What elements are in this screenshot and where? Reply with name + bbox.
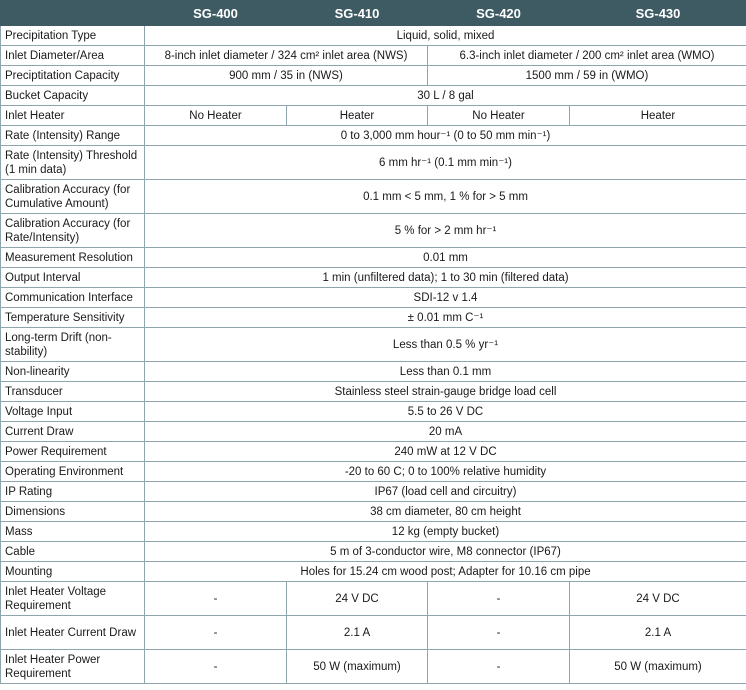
- header-model-sg-400: SG-400: [145, 1, 287, 26]
- table-row: [1, 650, 746, 684]
- row-value: 30 L / 8 gal: [145, 86, 746, 106]
- table-row: [1, 248, 746, 268]
- row-label: Measurement Resolution: [1, 248, 145, 268]
- row-value: 900 mm / 35 in (NWS): [145, 66, 428, 86]
- row-value: 12 kg (empty bucket): [145, 522, 746, 542]
- spec-table-body: [1, 26, 746, 684]
- row-value: Heater: [570, 106, 746, 126]
- row-label: Dimensions: [1, 502, 145, 522]
- row-value: 1 min (unfiltered data); 1 to 30 min (filtered data): [145, 268, 746, 288]
- table-row: [1, 482, 746, 502]
- row-value: 24 V DC: [570, 582, 746, 616]
- table-row: [1, 66, 746, 86]
- row-value: ± 0.01 mm C⁻¹: [145, 308, 746, 328]
- row-value: 5 m of 3-conductor wire, M8 connector (IP67): [145, 542, 746, 562]
- row-label: Inlet Heater Voltage Requirement: [1, 582, 145, 616]
- table-row: [1, 46, 746, 66]
- table-row: [1, 402, 746, 422]
- row-label: IP Rating: [1, 482, 145, 502]
- table-row: [1, 422, 746, 442]
- row-value: -: [428, 616, 570, 650]
- table-row: [1, 616, 746, 650]
- row-value: 6 mm hr⁻¹ (0.1 mm min⁻¹): [145, 146, 746, 180]
- table-row: [1, 180, 746, 214]
- row-value: Less than 0.1 mm: [145, 362, 746, 382]
- table-row: [1, 146, 746, 180]
- row-value: Liquid, solid, mixed: [145, 26, 746, 46]
- row-label: Calibration Accuracy (for Rate/Intensity): [1, 214, 145, 248]
- row-label: Mounting: [1, 562, 145, 582]
- row-value: IP67 (load cell and circuitry): [145, 482, 746, 502]
- row-value: 0 to 3,000 mm hour⁻¹ (0 to 50 mm min⁻¹): [145, 126, 746, 146]
- table-row: [1, 26, 746, 46]
- row-label: Power Requirement: [1, 442, 145, 462]
- row-label: Bucket Capacity: [1, 86, 145, 106]
- row-value: -: [145, 582, 287, 616]
- table-row: [1, 328, 746, 362]
- row-value: -: [145, 616, 287, 650]
- row-label: Cable: [1, 542, 145, 562]
- row-label: Rate (Intensity) Range: [1, 126, 145, 146]
- row-value: -20 to 60 C; 0 to 100% relative humidity: [145, 462, 746, 482]
- table-row: [1, 502, 746, 522]
- row-label: Inlet Heater Current Draw: [1, 616, 145, 650]
- row-value: Less than 0.5 % yr⁻¹: [145, 328, 746, 362]
- row-label: Voltage Input: [1, 402, 145, 422]
- row-value: 38 cm diameter, 80 cm height: [145, 502, 746, 522]
- table-row: [1, 126, 746, 146]
- row-label: Mass: [1, 522, 145, 542]
- row-value: 50 W (maximum): [570, 650, 746, 684]
- row-value: No Heater: [428, 106, 570, 126]
- table-row: [1, 308, 746, 328]
- row-value: Stainless steel strain-gauge bridge load cell: [145, 382, 746, 402]
- header-model-sg-420: SG-420: [428, 1, 570, 26]
- table-row: [1, 442, 746, 462]
- table-row: [1, 462, 746, 482]
- row-value: 6.3-inch inlet diameter / 200 cm² inlet area (WMO): [428, 46, 746, 66]
- row-label: Current Draw: [1, 422, 145, 442]
- row-value: 1500 mm / 59 in (WMO): [428, 66, 746, 86]
- row-label: Inlet Diameter/Area: [1, 46, 145, 66]
- row-value: 5.5 to 26 V DC: [145, 402, 746, 422]
- row-label: Precipitation Type: [1, 26, 145, 46]
- table-row: [1, 382, 746, 402]
- table-row: [1, 86, 746, 106]
- table-row: [1, 542, 746, 562]
- row-value: 2.1 A: [570, 616, 746, 650]
- row-value: 20 mA: [145, 422, 746, 442]
- header-corner: [1, 1, 145, 26]
- row-value: -: [428, 650, 570, 684]
- row-label: Rate (Intensity) Threshold (1 min data): [1, 146, 145, 180]
- table-row: [1, 106, 746, 126]
- table-row: [1, 214, 746, 248]
- row-label: Preciptitation Capacity: [1, 66, 145, 86]
- table-row: [1, 288, 746, 308]
- row-label: Inlet Heater Power Requirement: [1, 650, 145, 684]
- row-label: Calibration Accuracy (for Cumulative Amount): [1, 180, 145, 214]
- row-label: Operating Environment: [1, 462, 145, 482]
- row-value: 8-inch inlet diameter / 324 cm² inlet area (NWS): [145, 46, 428, 66]
- table-row: [1, 268, 746, 288]
- row-label: Long-term Drift (non-stability): [1, 328, 145, 362]
- row-label: Non-linearity: [1, 362, 145, 382]
- header-row: [1, 1, 746, 26]
- row-value: 0.01 mm: [145, 248, 746, 268]
- row-value: 0.1 mm < 5 mm, 1 % for > 5 mm: [145, 180, 746, 214]
- row-value: 24 V DC: [287, 582, 428, 616]
- row-value: 5 % for > 2 mm hr⁻¹: [145, 214, 746, 248]
- table-row: [1, 582, 746, 616]
- table-row: [1, 522, 746, 542]
- row-label: Temperature Sensitivity: [1, 308, 145, 328]
- row-value: -: [428, 582, 570, 616]
- row-label: Inlet Heater: [1, 106, 145, 126]
- row-value: SDI-12 v 1.4: [145, 288, 746, 308]
- row-label: Transducer: [1, 382, 145, 402]
- row-label: Communication Interface: [1, 288, 145, 308]
- row-value: No Heater: [145, 106, 287, 126]
- row-value: Holes for 15.24 cm wood post; Adapter for 10.16 cm pipe: [145, 562, 746, 582]
- row-label: Output Interval: [1, 268, 145, 288]
- row-value: 2.1 A: [287, 616, 428, 650]
- row-value: Heater: [287, 106, 428, 126]
- table-row: [1, 562, 746, 582]
- table-row: [1, 362, 746, 382]
- row-value: -: [145, 650, 287, 684]
- header-model-sg-410: SG-410: [287, 1, 428, 26]
- row-value: 50 W (maximum): [287, 650, 428, 684]
- header-model-sg-430: SG-430: [570, 1, 746, 26]
- row-value: 240 mW at 12 V DC: [145, 442, 746, 462]
